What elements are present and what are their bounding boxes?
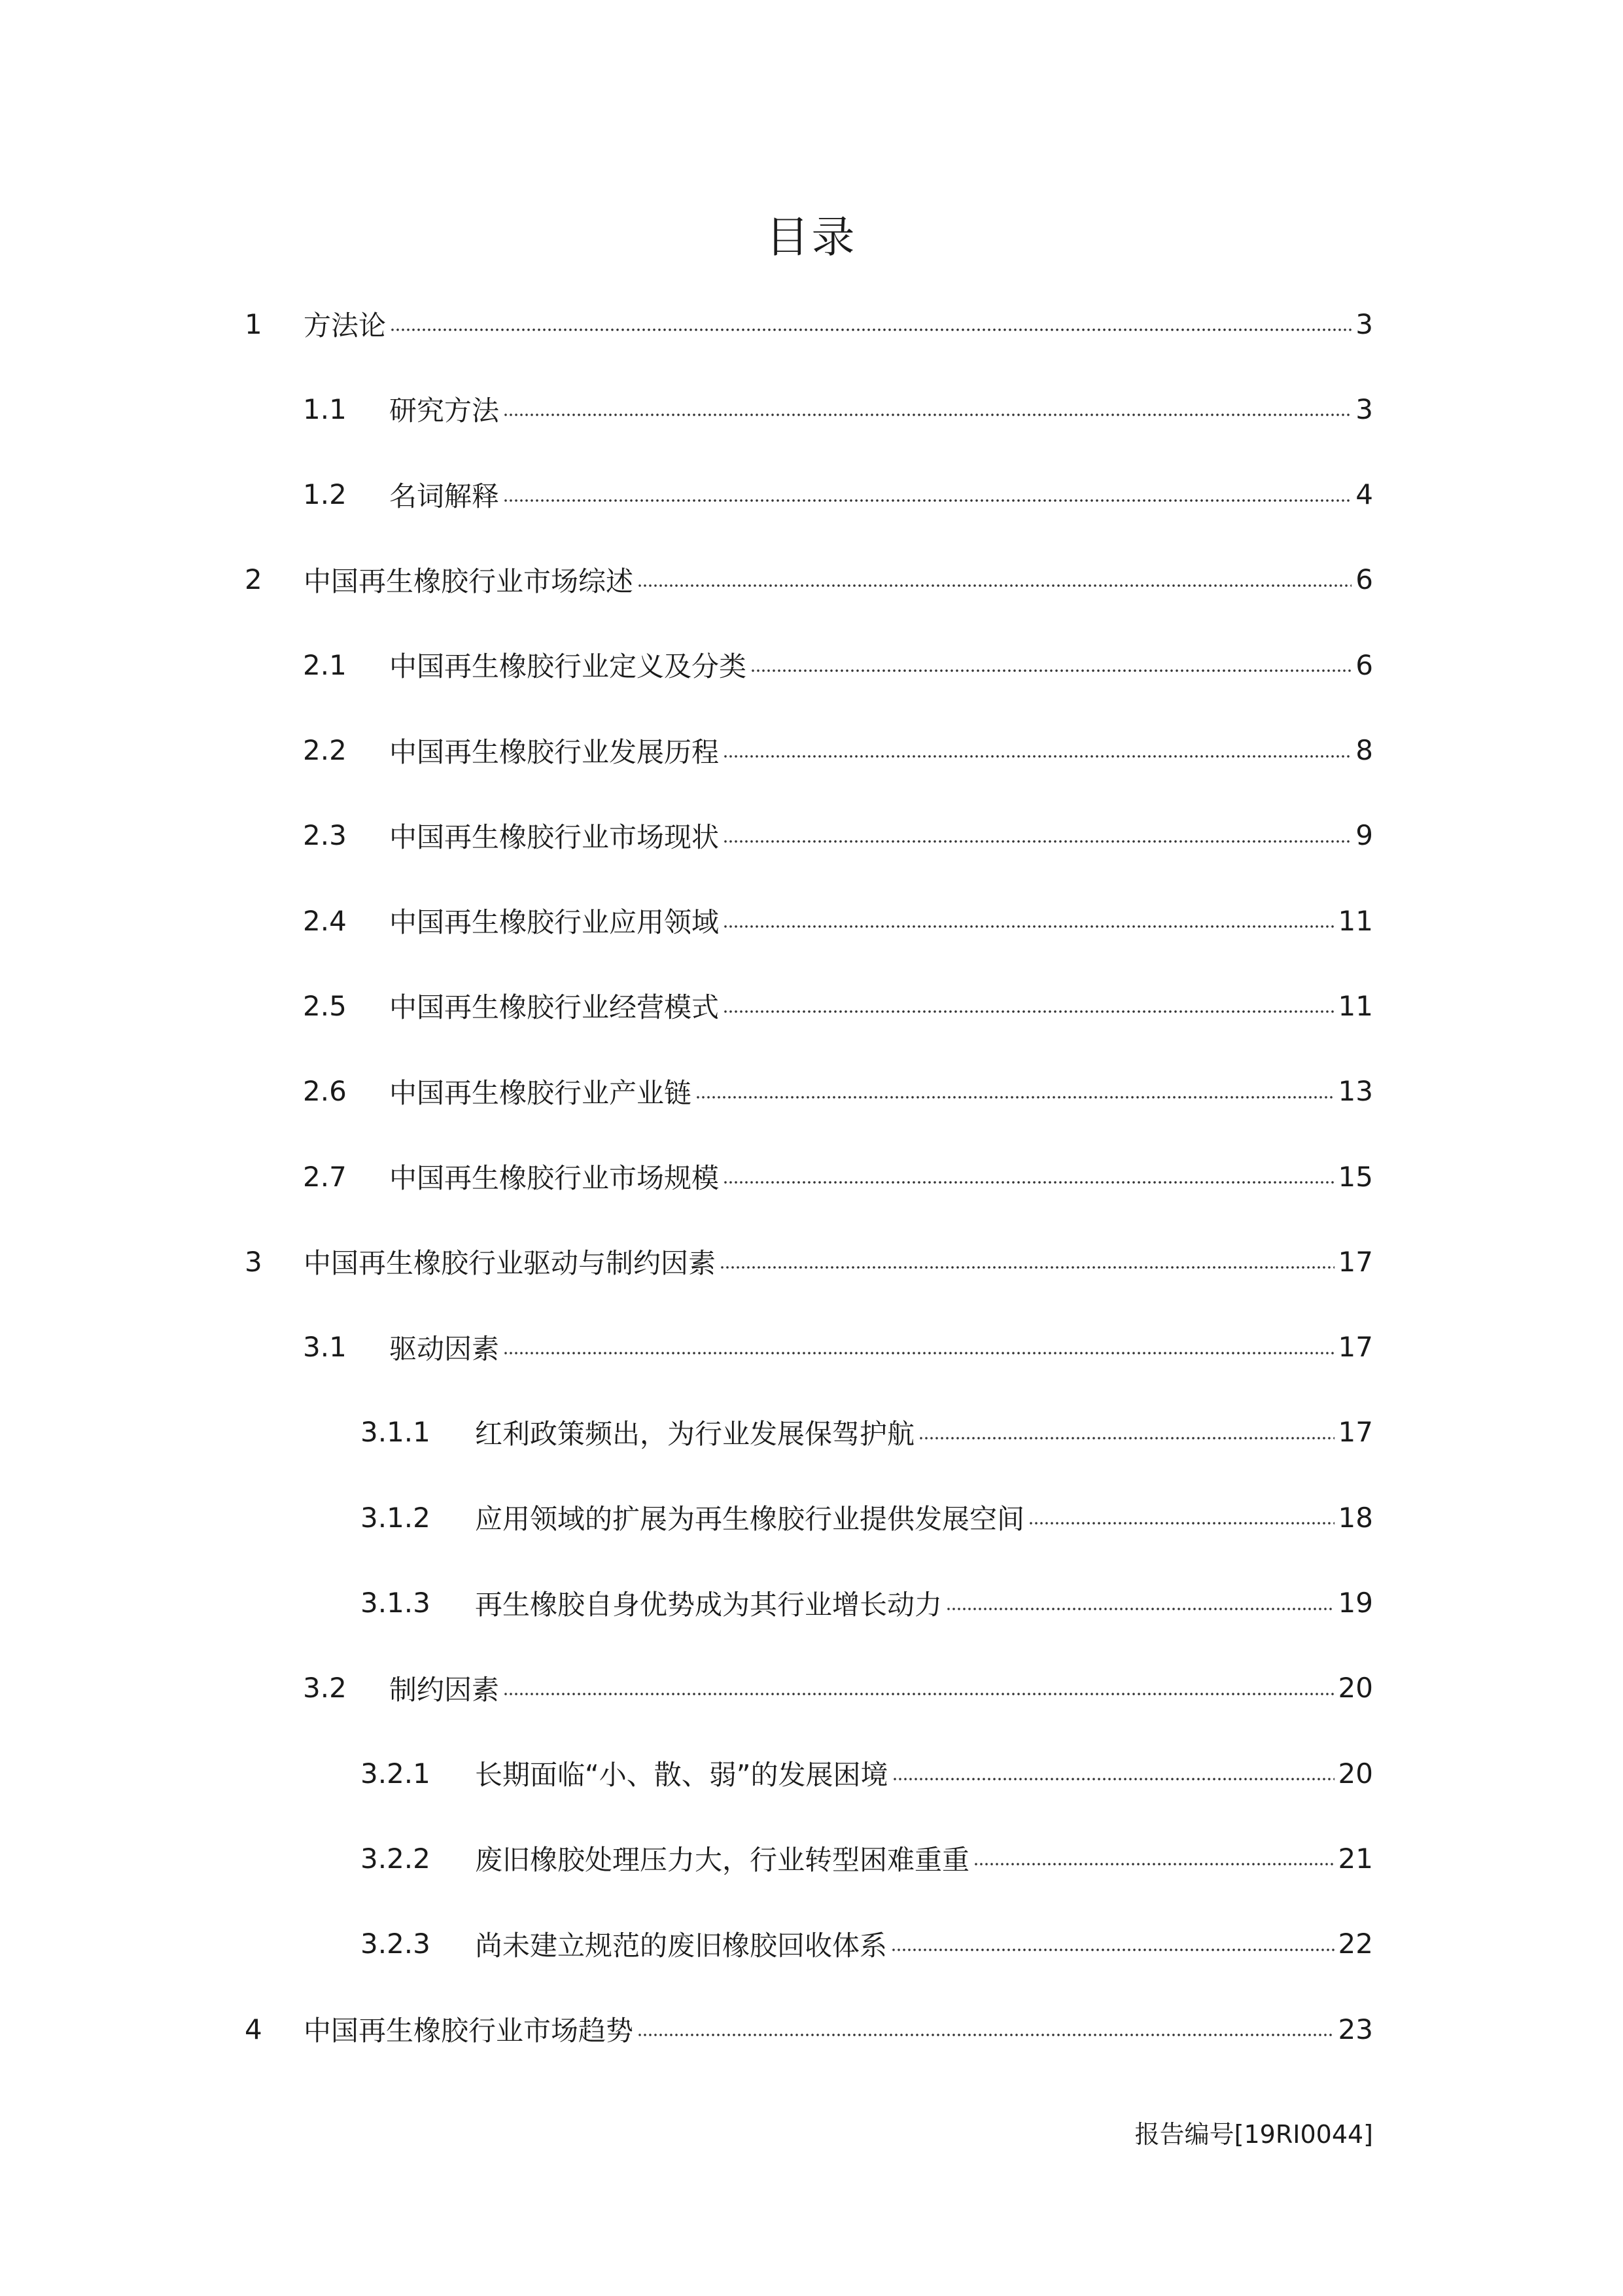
page-title: 目录 [765, 212, 858, 262]
toc-entry-number: 4 [245, 2013, 262, 2045]
toc-entry-label: 长期面临“小、散、弱”的发展困境 [475, 1759, 888, 1792]
toc-dot-leader [918, 1435, 1335, 1441]
toc-dot-leader [695, 1094, 1335, 1101]
toc-entry-label: 应用领域的扩展为再生橡胶行业提供发展空间 [475, 1503, 1025, 1536]
toc-entry-label: 中国再生橡胶行业定义及分类 [389, 650, 747, 683]
toc-entry-label: 研究方法 [389, 395, 500, 427]
toc-entry-label: 再生橡胶自身优势成为其行业增长动力 [475, 1588, 943, 1621]
toc-entry-page-number: 17 [1338, 1331, 1373, 1364]
toc-entry-number: 3.2.3 [360, 1928, 430, 1960]
toc-entry-label: 废旧橡胶处理压力大，行业转型困难重重 [475, 1844, 970, 1877]
toc-dot-leader [723, 838, 1352, 845]
toc-dot-leader [503, 1350, 1335, 1356]
toc-entry-label: 制约因素 [389, 1673, 500, 1706]
toc-entry-page-number: 6 [1355, 648, 1373, 681]
toc-entry-label: 红利政策频出，为行业发展保驾护航 [475, 1417, 915, 1450]
toc-dot-leader [973, 1861, 1335, 1867]
toc-entry[interactable] [303, 1324, 1373, 1370]
toc-entry-number: 1 [245, 308, 262, 340]
toc-dot-leader [503, 412, 1352, 418]
toc-dot-leader [723, 1179, 1335, 1186]
toc-dot-leader [723, 923, 1335, 930]
toc-dot-leader [750, 667, 1352, 674]
toc-entry-number: 2.5 [303, 989, 347, 1022]
toc-entry-number: 3 [245, 1245, 262, 1278]
toc-entry-page-number: 6 [1355, 563, 1373, 596]
toc-dot-leader [503, 497, 1352, 504]
toc-dot-leader [1028, 1520, 1335, 1527]
toc-entry-page-number: 22 [1338, 1928, 1373, 1960]
toc-entry-number: 3.1.1 [360, 1416, 430, 1449]
toc-entry-page-number: 18 [1338, 1501, 1373, 1534]
report-number: 报告编号[19RI0044] [1134, 2120, 1373, 2149]
toc-dot-leader [892, 1776, 1335, 1782]
toc-entry-page-number: 20 [1338, 1672, 1373, 1704]
toc-entry-number: 2.7 [303, 1160, 347, 1193]
toc-entry[interactable] [303, 728, 1373, 773]
toc-entry-page-number: 23 [1338, 2013, 1373, 2045]
toc-entry-number: 2.1 [303, 648, 347, 681]
toc-entry[interactable] [360, 1409, 1373, 1455]
toc-dot-leader [720, 1264, 1335, 1271]
toc-entry-label: 尚未建立规范的废旧橡胶回收体系 [475, 1929, 888, 1962]
toc-entry-number: 2 [245, 563, 262, 596]
toc-dot-leader [723, 1008, 1335, 1015]
toc-entry-number: 2.3 [303, 819, 347, 852]
toc-dot-leader [946, 1606, 1335, 1612]
toc-entry[interactable] [303, 1665, 1373, 1711]
toc-entry-number: 3.1 [303, 1331, 347, 1364]
toc-entry[interactable] [360, 1750, 1373, 1796]
toc-entry-page-number: 3 [1355, 308, 1373, 340]
toc-entry-page-number: 17 [1338, 1416, 1373, 1449]
toc-entry-page-number: 15 [1338, 1160, 1373, 1193]
toc-entry-page-number: 4 [1355, 478, 1373, 511]
toc-entry[interactable] [303, 898, 1373, 944]
toc-entry[interactable] [360, 1494, 1373, 1540]
toc-entry-number: 3.1.2 [360, 1501, 430, 1534]
toc-entry-label: 中国再生橡胶行业发展历程 [389, 735, 720, 768]
toc-entry-number: 2.2 [303, 734, 347, 766]
toc-entry-number: 1.2 [303, 478, 347, 511]
toc-entry[interactable] [303, 642, 1373, 688]
toc-entry-label: 中国再生橡胶行业驱动与制约因素 [304, 1247, 716, 1280]
toc-entry-label: 中国再生橡胶行业产业链 [389, 1076, 692, 1109]
toc-entry[interactable] [303, 813, 1373, 858]
toc-entry-page-number: 9 [1355, 819, 1373, 852]
toc-dot-leader [390, 327, 1352, 333]
toc-entry[interactable] [245, 557, 1373, 603]
toc-entry-label: 中国再生橡胶行业市场综述 [304, 565, 634, 597]
toc-entry-page-number: 11 [1338, 989, 1373, 1022]
toc-entry-number: 3.1.3 [360, 1587, 430, 1619]
toc-entry[interactable] [303, 386, 1373, 432]
toc-entry-page-number: 19 [1338, 1587, 1373, 1619]
toc-entry-label: 中国再生橡胶行业应用领域 [389, 906, 720, 939]
toc-entry-page-number: 20 [1338, 1757, 1373, 1790]
toc-dot-leader [503, 1691, 1335, 1697]
toc-entry-label: 名词解释 [389, 480, 500, 512]
toc-dot-leader [637, 582, 1352, 589]
toc-entry-page-number: 8 [1355, 734, 1373, 766]
toc-dot-leader [723, 753, 1352, 760]
toc-entry-label: 方法论 [304, 309, 387, 342]
toc-entry-page-number: 13 [1338, 1075, 1373, 1108]
toc-entry-page-number: 3 [1355, 393, 1373, 425]
toc-entry-number: 3.2.1 [360, 1757, 430, 1790]
toc-entry-number: 2.6 [303, 1075, 347, 1108]
toc-entry[interactable] [360, 1580, 1373, 1626]
toc-entry[interactable] [303, 983, 1373, 1029]
toc-entry-page-number: 11 [1338, 904, 1373, 937]
toc-entry[interactable] [245, 1239, 1373, 1284]
toc-entry-number: 3.2 [303, 1672, 347, 1704]
toc-entry[interactable] [303, 1154, 1373, 1199]
toc-entry-page-number: 21 [1338, 1842, 1373, 1875]
toc-entry[interactable] [303, 1069, 1373, 1114]
toc-entry-number: 2.4 [303, 904, 347, 937]
toc-entry[interactable] [303, 472, 1373, 518]
toc-entry-number: 1.1 [303, 393, 347, 425]
toc-entry-label: 驱动因素 [389, 1332, 500, 1365]
toc-entry-label: 中国再生橡胶行业经营模式 [389, 991, 720, 1024]
toc-entry[interactable] [245, 301, 1373, 347]
toc-entry[interactable] [245, 2006, 1373, 2052]
toc-entry-number: 3.2.2 [360, 1842, 430, 1875]
toc-entry-label: 中国再生橡胶行业市场规模 [389, 1162, 720, 1194]
toc-entry[interactable] [360, 1921, 1373, 1967]
toc-entry-label: 中国再生橡胶行业市场现状 [389, 821, 720, 853]
toc-entry-page-number: 17 [1338, 1245, 1373, 1278]
toc-dot-leader [891, 1947, 1335, 1953]
toc-entry-label: 中国再生橡胶行业市场趋势 [304, 2015, 634, 2047]
toc-dot-leader [637, 2032, 1335, 2038]
toc-entry[interactable] [360, 1835, 1373, 1881]
